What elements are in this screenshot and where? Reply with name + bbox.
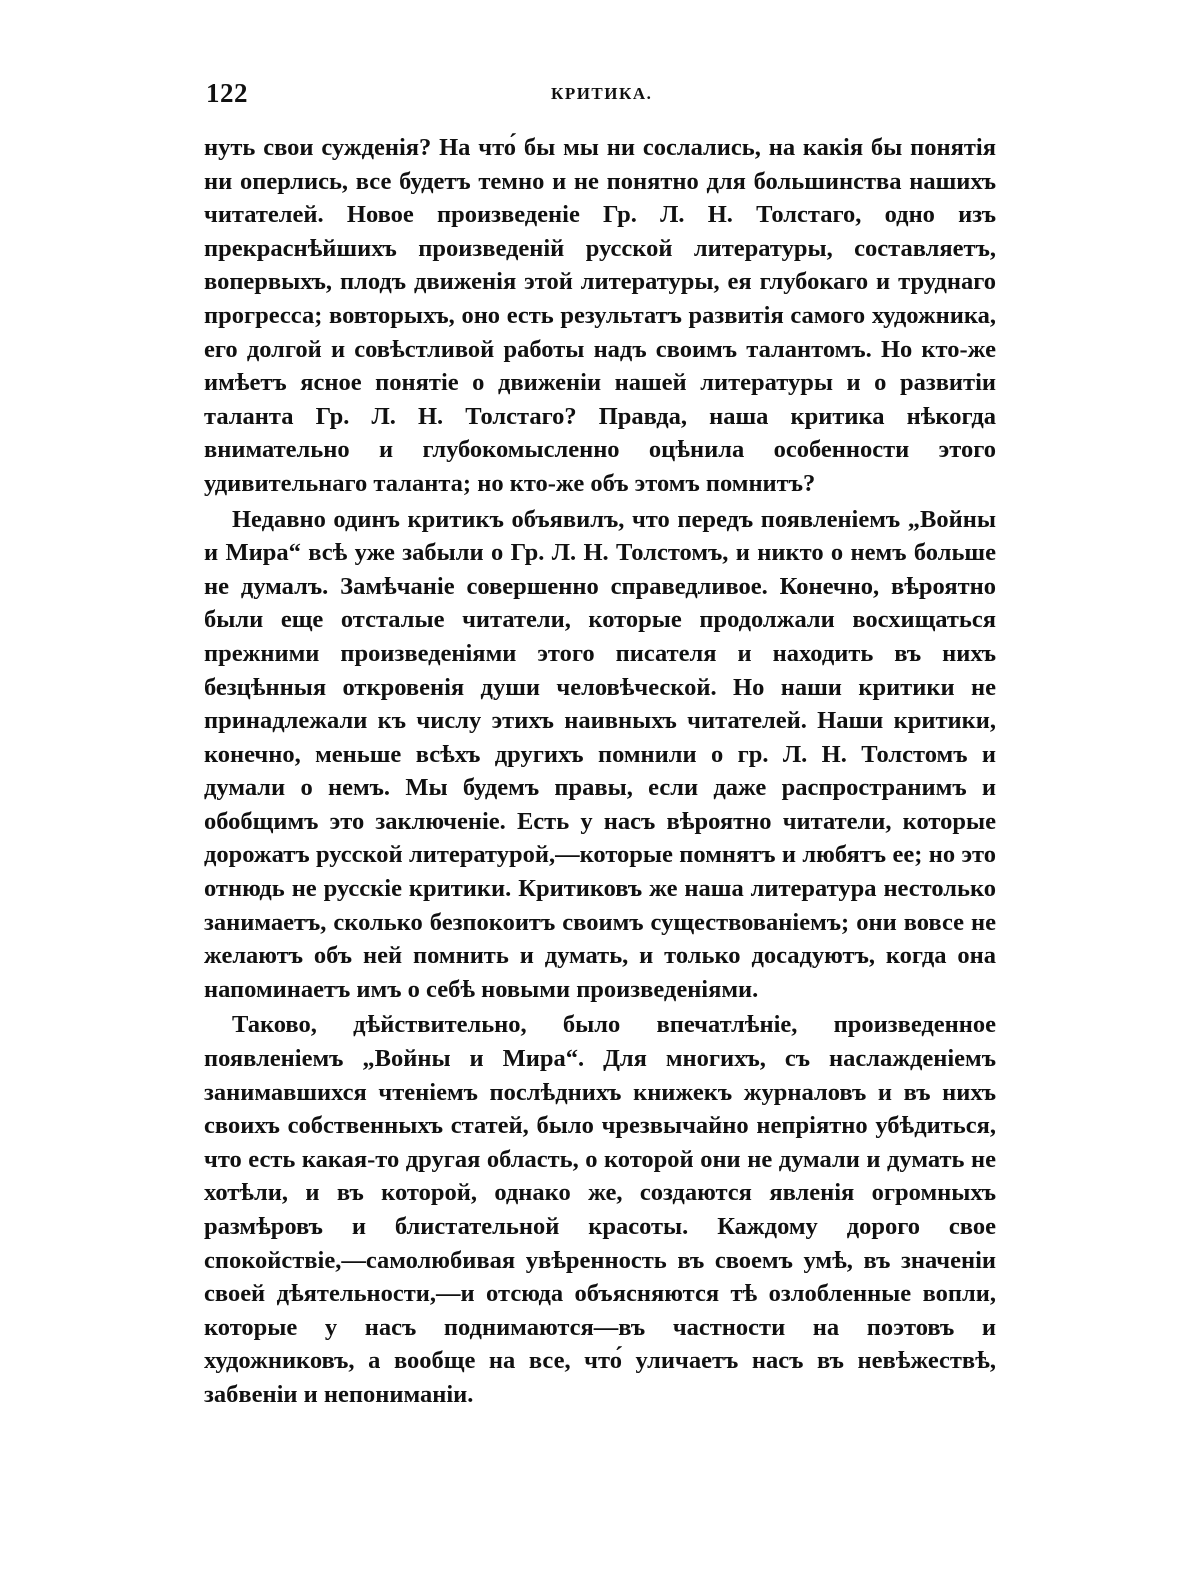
running-title: КРИТИКА. <box>551 84 653 103</box>
page-number: 122 <box>206 78 248 108</box>
paragraph: Недавно одинъ критикъ объявилъ, что передъ появленіемъ „Войны и Мира“ всѣ уже забыли о Гр. Л. Н. Толстомъ, и никто о немъ больше не думалъ. Замѣчаніе совершенно справедливое. Конечно, вѣроятно были еще отсталые читатели, которые продолжали восхищаться прежними произведеніями этого писателя и находить въ нихъ безцѣнныя откровенія души человѣческой. Но наши критики не принадлежали къ числу этихъ наивныхъ читателей. Наши критики, конечно, меньше всѣхъ другихъ помнили о гр. Л. Н. Толстомъ и думали о немъ. Мы будемъ правы, если даже распространимъ и обобщимъ это заключеніе. Есть у насъ вѣроятно читатели, которые дорожатъ русской литературой,—которые помнятъ и любятъ ее; но это отнюдь не русскіе критики. Критиковъ же наша литература нестолько занимаетъ, сколько безпокоитъ своимъ существованіемъ; они вовсе не желаютъ объ ней помнить и думать, и только досадуютъ, когда она напоминаетъ имъ о себѣ новыми произведеніями. <box>204 505 996 1003</box>
body-text <box>204 131 996 1412</box>
paragraph: Таково, дѣйствительно, было впечатлѣніе, произведенное появленіемъ „Войны и Мира“. Для многихъ, съ наслажденіемъ занимавшихся чтеніемъ послѣднихъ книжекъ журналовъ и въ нихъ своихъ собственныхъ статей, было чрезвычайно непріятно убѣдиться, что есть какая-то другая область, о которой они не думали и думать не хотѣли, и въ которой, однако же, создаются явленія огромныхъ размѣровъ и блистательной красоты. Каждому дорого свое спокойствіе,—самолюбивая увѣренность въ своемъ умѣ, въ значеніи своей дѣятельности,—и отсюда объясняются тѣ озлобленные вопли, которые у насъ поднимаются—въ частности на поэтовъ и художниковъ, а вообще на все, что́ уличаетъ насъ въ невѣжествѣ, забвеніи и непониманіи. <box>204 1011 996 1408</box>
page-header <box>206 78 994 112</box>
paragraph-continuation: нуть свои сужденія? На что́ бы мы ни сослались, на какія бы понятія ни оперлись, все будетъ темно и не понятно для большинства нашихъ читателей. Новое произведеніе Гр. Л. Н. Толстаго, одно изъ прекраснѣйшихъ произведеній русской литературы, составляетъ, вопервыхъ, плодъ движенія этой литературы, ея глубокаго и труднаго прогресса; вовторыхъ, оно есть результатъ развитія самого художника, его долгой и совѣстливой работы надъ своимъ талантомъ. Но кто-же имѣетъ ясное понятіе о движеніи нашей литературы и о развитіи таланта Гр. Л. Н. Толстаго? Правда, наша критика нѣкогда внимательно и глубокомысленно оцѣнила особенности этого удивительнаго таланта; но кто-же объ этомъ помнитъ? <box>204 134 996 497</box>
